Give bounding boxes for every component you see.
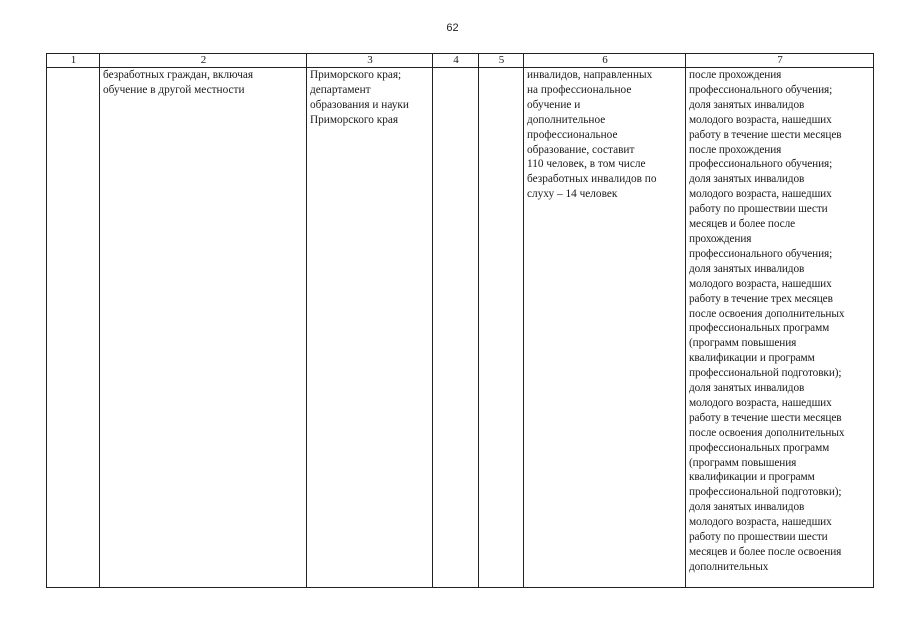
column-number-2: 2: [100, 54, 307, 68]
cell-col-3: [307, 68, 433, 588]
column-number-4: 4: [433, 54, 479, 68]
program-table: [46, 53, 874, 588]
cell-col-5: [479, 68, 524, 588]
column-number-3: 3: [307, 54, 433, 68]
table-row: [47, 68, 874, 588]
cell-col-4: [433, 68, 479, 588]
cell-col-7: [686, 68, 874, 588]
cell-col-6-text: инвалидов, направленных на профессиональное обучение и дополнительное профессиональное образование, составит 110 человек, в том числе безработных инвалидов по слуху – 14 человек: [527, 69, 657, 201]
cell-col-6: [524, 68, 686, 588]
table-header-row: [47, 54, 874, 68]
cell-col-7-text: после прохождения профессионального обучения; доля занятых инвалидов молодого возраста, нашедших работу в течение шести месяцев после прохождения профессионального обучения; доля занятых инвалидов молодого возраста, нашедших работу по прошествии шести месяцев и более после прохождения профессионального обучения; доля занятых инвалидов молодого возраста, нашедших работу в течение трех месяцев после освоения дополнительных профессиональных программ (программ повышения квалификации и программ профессиональной подготовки); доля занятых инвалидов молодого возраста, нашедших работу в течение шести месяцев после освоения дополнительных профессиональных программ (программ повышения квалификации и программ профессиональной подготовки); доля занятых инвалидов молодого возраста, нашедших работу по прошествии шести месяцев и более после освоения дополнительных: [689, 69, 845, 573]
cell-col-1: [47, 68, 100, 588]
cell-col-2: [100, 68, 307, 588]
cell-col-2-text: безработных граждан, включая обучение в другой местности: [103, 69, 254, 96]
column-number-6: 6: [524, 54, 686, 68]
column-number-7: 7: [686, 54, 874, 68]
cell-col-3-text: Приморского края; департамент образования и науки Приморского края: [310, 69, 409, 126]
page-number: 62: [446, 22, 459, 34]
column-number-1: 1: [47, 54, 100, 68]
column-number-5: 5: [479, 54, 524, 68]
